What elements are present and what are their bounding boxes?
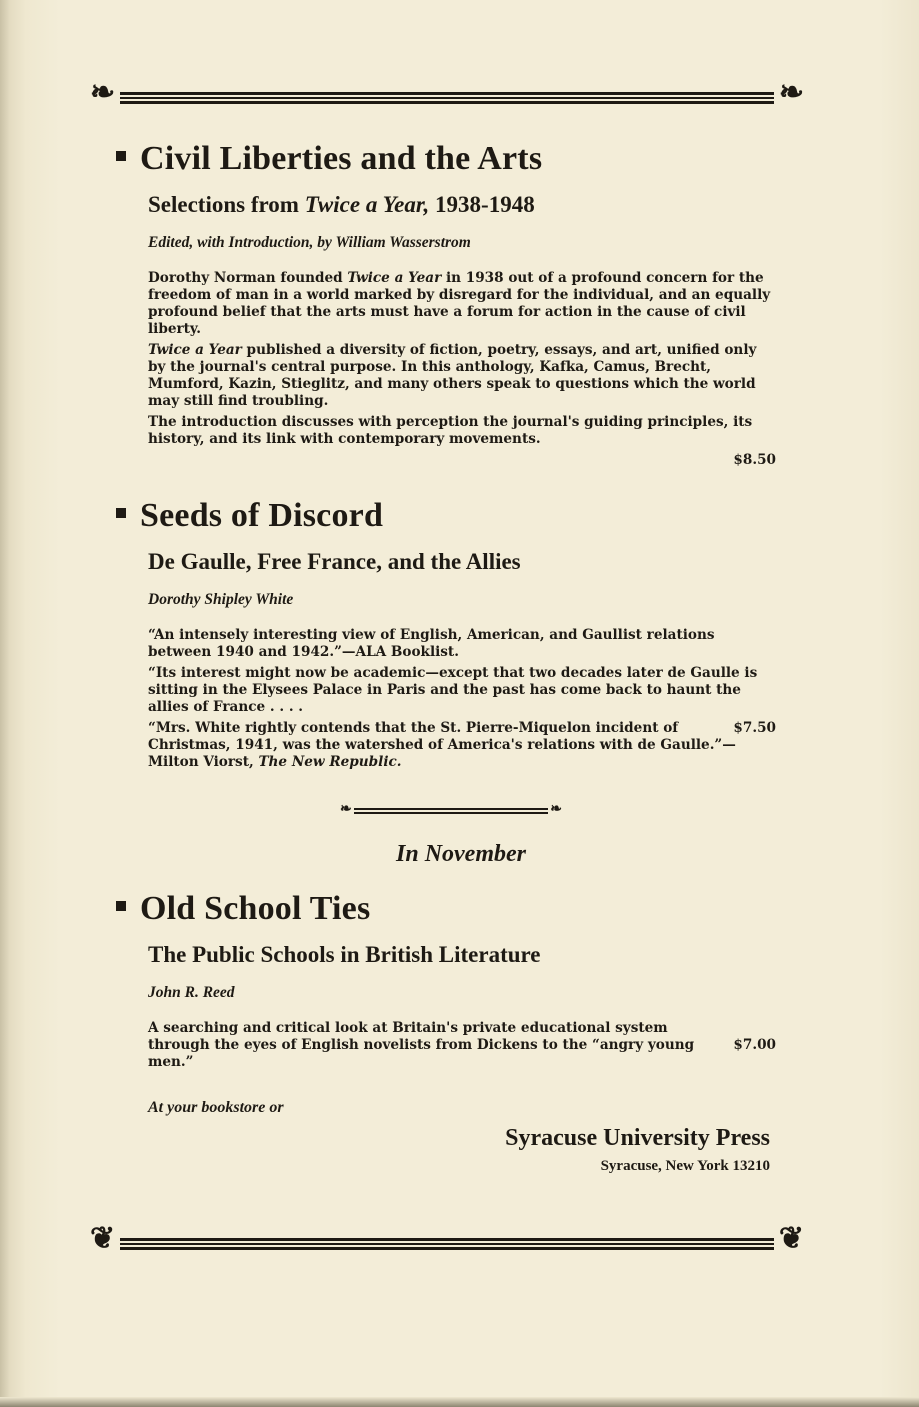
fleuron-icon: ❦ bbox=[778, 1221, 804, 1256]
review-quote: “An intensely interesting view of English, American, and Gaullist relations between 1940 and 1942.”—ALA Booklist. bbox=[148, 627, 715, 660]
advertisement-content bbox=[114, 140, 774, 1175]
book-description: $7.00 A searching and critical look at Britain's private educational system through the eyes of English novelists from Dickens to the “angry young men.” bbox=[148, 1020, 776, 1070]
review-quote: $7.50 “Mrs. White rightly contends that the St. Pierre-Miquelon incident of Christmas, 1941, was the watershed of America's relations with de Gaulle.”—Milton Viorst, The New Republic. bbox=[148, 720, 776, 770]
book-author: Dorothy Shipley White bbox=[148, 591, 294, 608]
bottom-ornamental-rule bbox=[90, 1221, 804, 1256]
book-title: Civil Liberties and the Arts bbox=[114, 140, 774, 178]
section-divider bbox=[340, 801, 562, 817]
publisher-name: Syracuse University Press bbox=[505, 1125, 770, 1151]
book-editor: Edited, with Introduction, by William Wasserstrom bbox=[148, 234, 471, 251]
book-price: $7.50 bbox=[733, 720, 776, 736]
fleuron-icon: ❧ bbox=[90, 75, 116, 110]
bookstore-note: At your bookstore or bbox=[148, 1099, 284, 1116]
top-ornamental-rule bbox=[90, 75, 804, 110]
book-title: Seeds of Discord bbox=[114, 497, 774, 535]
book-listing-civil-liberties bbox=[114, 140, 774, 469]
in-november-heading: In November bbox=[396, 841, 526, 867]
book-subtitle: Selections from Twice a Year, 1938-1948 bbox=[148, 192, 535, 217]
book-listing-seeds-of-discord bbox=[114, 497, 774, 771]
book-price: $8.50 bbox=[733, 452, 776, 468]
book-author: John R. Reed bbox=[148, 984, 235, 1001]
page-bottom-edge bbox=[0, 1397, 919, 1407]
book-description: Dorothy Norman founded Twice a Year in 1938 out of a profound concern for the freedom of man in a world marked by disregard for the individual, and an equally profound belief that the arts must have a forum for action in the cause of civil liberty. Twice a Year published a diversity of fiction, poetry, essays, and art, unified only by the journal's central purpose. In this anthology, Kafka, Camus, Brecht, Mumford, Kazin, Stieglitz, and many others speak to questions which the world may still find troubling. The introduction discusses with perception the journal's guiding principles, its history, and its link with contemporary movements. $8.50 bbox=[148, 270, 776, 468]
square-bullet-icon bbox=[116, 508, 126, 518]
book-title: Old School Ties bbox=[114, 890, 774, 928]
book-subtitle: De Gaulle, Free France, and the Allies bbox=[148, 549, 521, 574]
square-bullet-icon bbox=[116, 901, 126, 911]
book-price: $7.00 bbox=[733, 1037, 776, 1053]
fleuron-icon: ❧ bbox=[340, 801, 352, 817]
publisher-address: Syracuse, New York 13210 bbox=[600, 1158, 770, 1174]
fleuron-icon: ❧ bbox=[778, 75, 804, 110]
square-bullet-icon bbox=[116, 151, 126, 161]
fleuron-icon: ❦ bbox=[90, 1221, 116, 1256]
fleuron-icon: ❧ bbox=[550, 801, 562, 817]
book-subtitle: The Public Schools in British Literature bbox=[148, 942, 541, 967]
review-quote: “Its interest might now be academic—except that two decades later de Gaulle is sitting in the Elysees Palace in Paris and the past has come back to haunt the allies of France . . . . bbox=[148, 665, 758, 715]
book-reviews bbox=[148, 627, 776, 771]
book-listing-old-school-ties bbox=[114, 890, 774, 1071]
